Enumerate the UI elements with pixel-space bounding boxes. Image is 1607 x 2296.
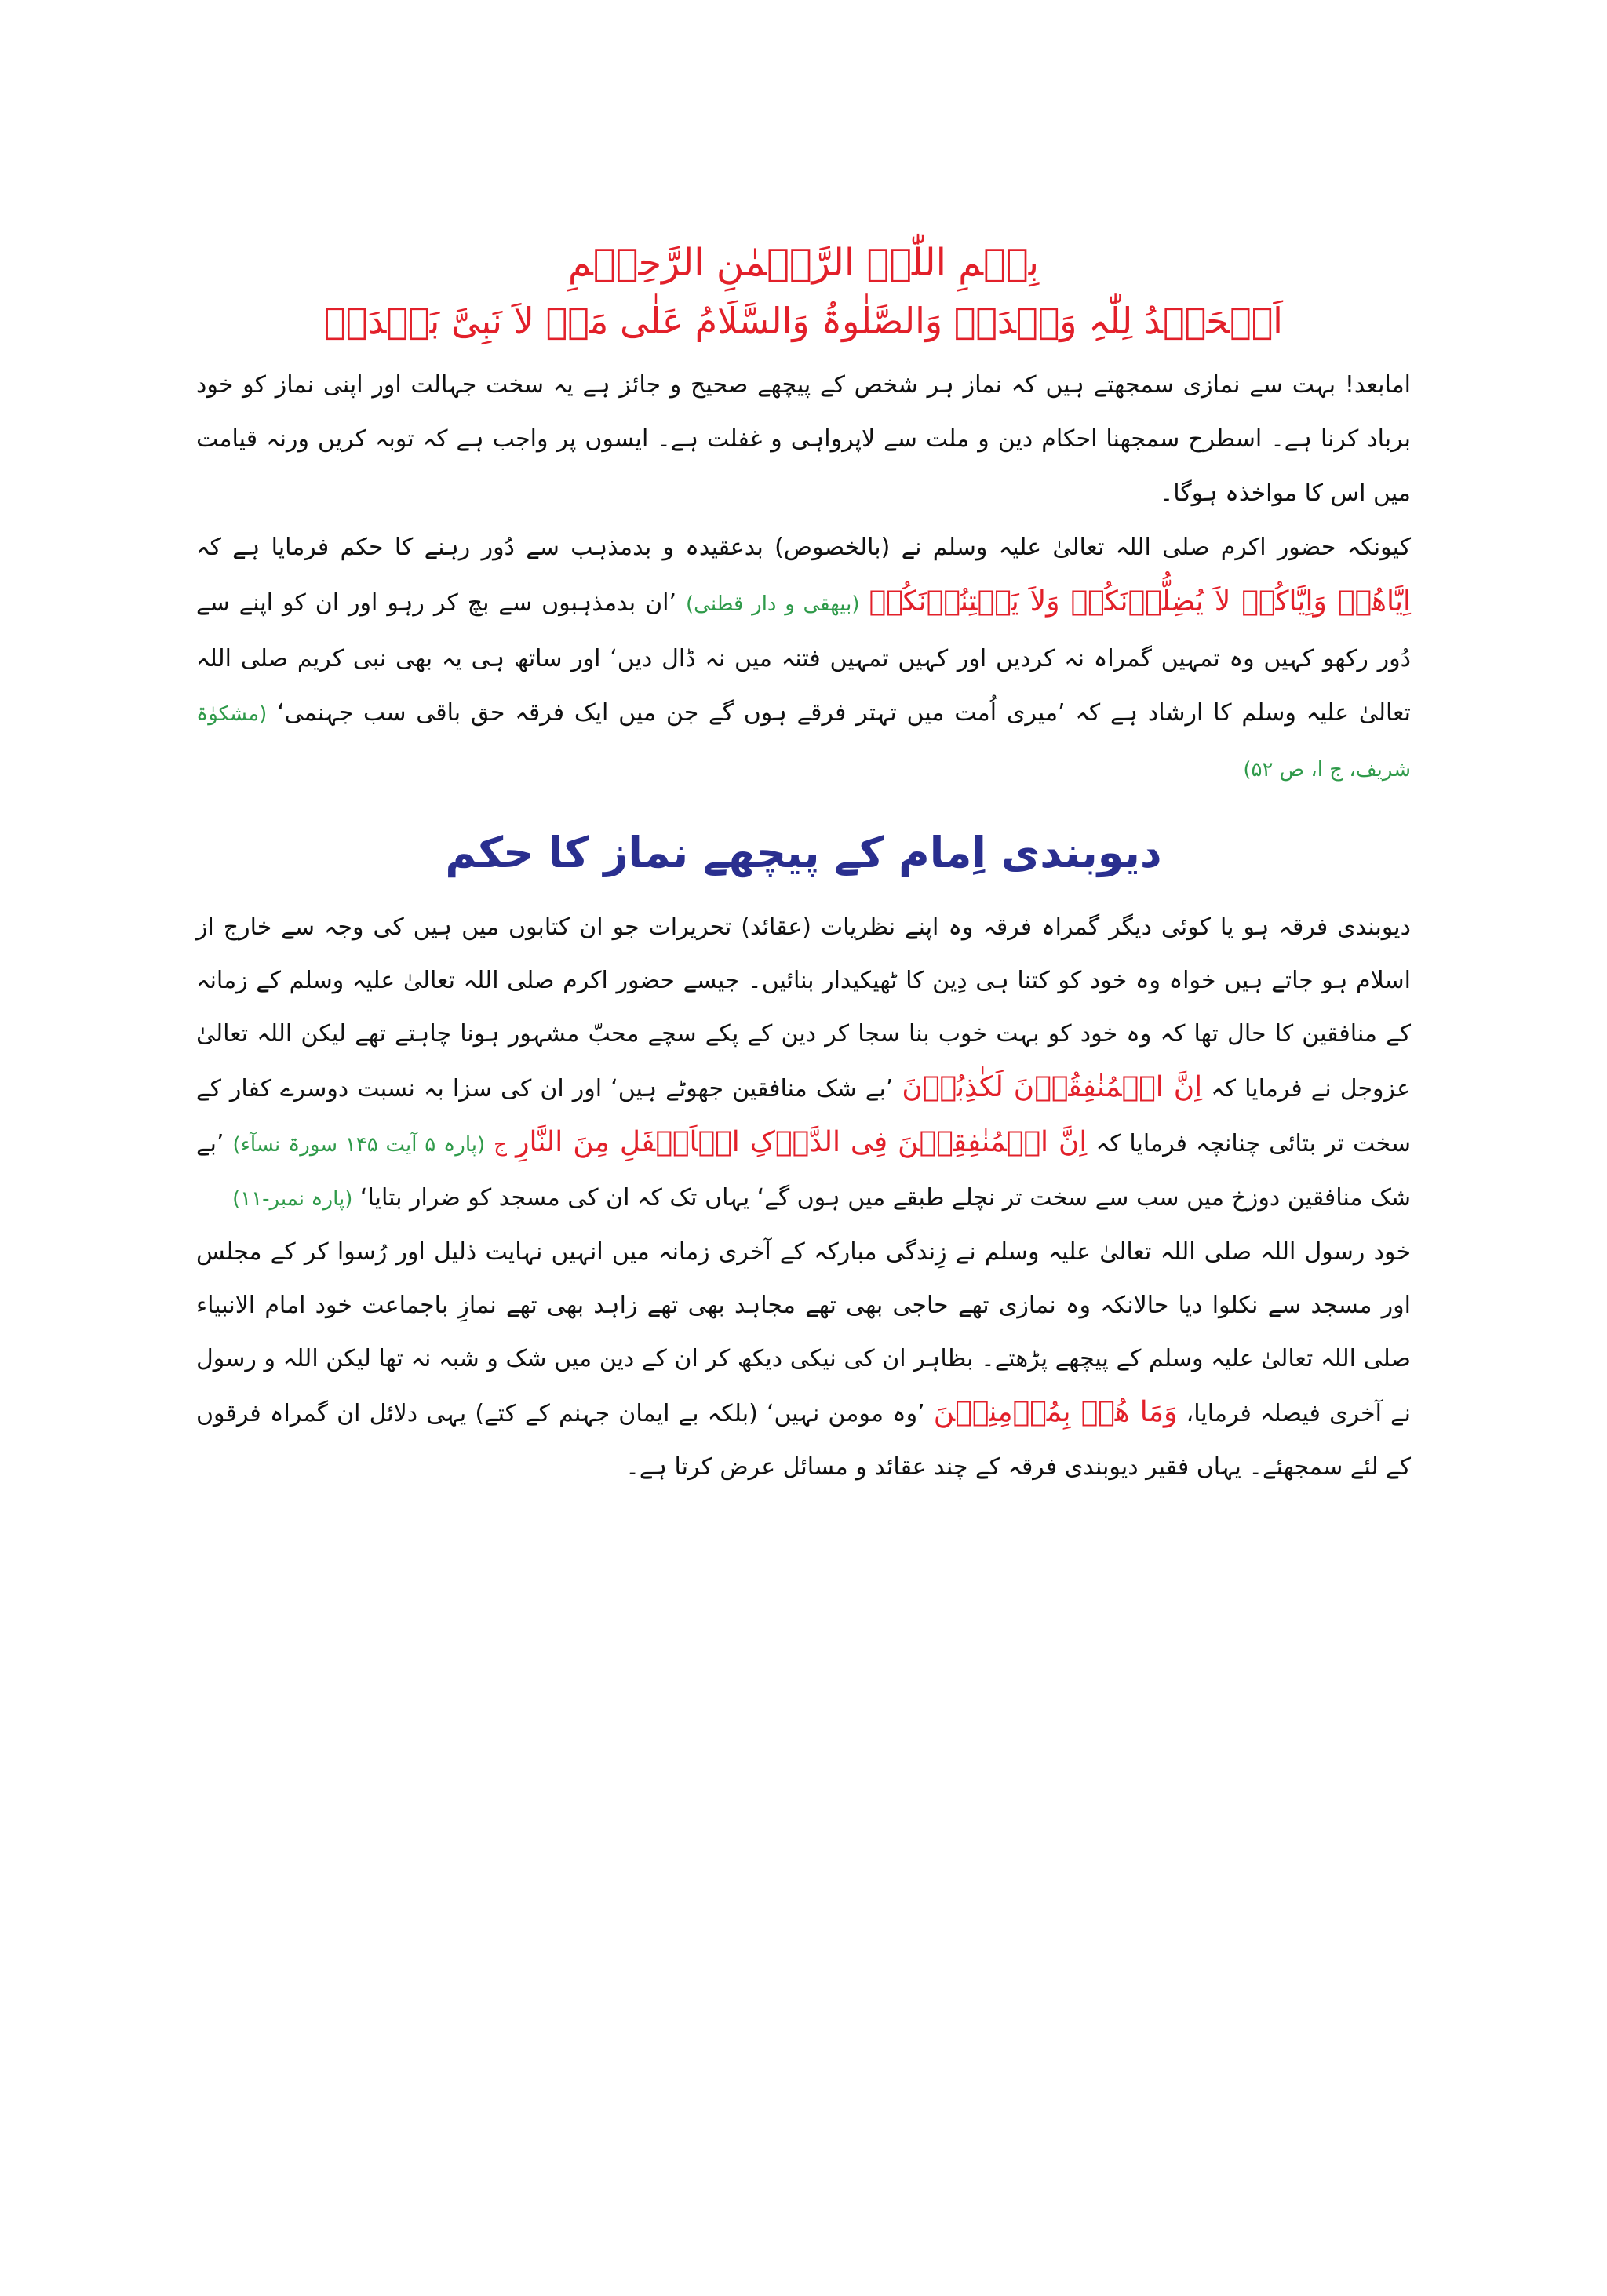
munafiqin-section [196,901,1411,1226]
hadith-arabic: اِیَّاھُمۡ وَاِیَّاکُمۡ لاَ یُضِلُّوۡنَکُمۡ وَلاَ یَفۡتِنُوۡنَکُمۡ [869,585,1411,618]
section-heading: دیوبندی اِمام کے پیچھے نماز کا حکم [445,828,1162,877]
intro-text-b: ’ان بدمذہبوں سے بچ کر رہو اور ان کو اپنے سے دُور رکھو کہیں وہ تمہیں گمراہ نہ کردیں اور کہیں تمہیں فتنہ میں نہ ڈال دیں‘ اور ساتھ ہی یہ بھی نبی کریم صلی اللہ تعالیٰ علیہ وسلم کا ارشاد ہے کہ ’میری اُمت میں تہتر فرقے ہوں گے جن میں ایک فرقہ حق باقی سب جہنمی‘ [196,589,1411,727]
closing-paragraph [196,1226,1411,1494]
intro-text-a: کیونکہ حضور اکرم صلی اللہ تعالیٰ علیہ وسلم نے (بالخصوص) بدعقیدہ و بدمذہب سے دُور رہنے کا حکم فرمایا ہے کہ [196,534,1411,561]
hamd-line: اَلۡحَمۡدُ لِلّٰہِ وَحۡدَہٗ وَالصَّلٰوۃُ وَالسَّلَامُ عَلٰی مَنۡ لاَ نَبِیَّ بَعۡدَہٗ [324,300,1283,342]
intro-paragraph-1: امابعد! بہت سے نمازی سمجھتے ہیں کہ نماز ہر شخص کے پیچھے صحیح و جائز ہے یہ سخت جہالت اور اپنی نماز کو خود برباد کرنا ہے۔ اسطرح سمجھنا احکام دین و ملت سے لاپرواہی و غفلت ہے۔ ایسوں پر واجب ہے کہ توبہ کریں ورنہ قیامت میں اس کا مواخذہ ہوگا۔ [196,371,1411,507]
munafiqin-paragraph [196,901,1411,1226]
ayah-arabic-2: اِنَّ الۡمُنٰفِقِیۡنَ فِی الدَّرۡکِ الۡاَسۡفَلِ مِنَ النَّارِ [516,1126,1088,1158]
intro-paragraph-2 [196,520,1411,797]
closing-text-a: خود رسول اللہ صلی اللہ تعالیٰ علیہ وسلم نے زِندگی مبارکہ کے آخری زمانہ میں انہیں نہایت ذلیل اور رُسوا کر کے مجلس اور مسجد سے نکلوا دیا حالانکہ وہ نمازی تھے حاجی بھی تھے مجاہد بھی تھے زاہد بھی تھے نمازِ باجماعت خود امام الانبیاء صلی اللہ تعالیٰ علیہ وسلم کے پیچھے پڑھتے۔ بظاہر ان کی نیکی دیکھ کر ان کے دین میں شک و شبہ نہ تھا لیکن اللہ و رسول نے آخری فیصلہ فرمایا، [196,1238,1411,1427]
ayah-arabic-1: اِنَّ الۡمُنٰفِقُوۡنَ لَکٰذِبُوۡنَ [902,1071,1203,1103]
hadith-reference: (بیھقی و دار قطنی) [686,592,860,616]
surah-reference: (پارہ ۵ آیت ۱۴۵ سورۃ نسآء) [232,1133,486,1157]
bismillah-line: بِسۡمِ اللّٰہِ الرَّحۡمٰنِ الرَّحِیۡمِ [567,241,1040,285]
document-content [196,235,1411,1494]
munafiqin-text-a: دیوبندی فرقہ ہو یا کوئی دیگر گمراہ فرقہ وہ اپنے نظریات (عقائد) تحریرات جو ان کتابوں میں ہیں کی وجہ سے خارج از اسلام ہو جاتے ہیں خواہ وہ خود کو کتنا ہی دِین کا ٹھیکیدار بنائیں۔ جیسے حضور اکرم صلی اللہ تعالیٰ علیہ وسلم کے زمانہ کے منافقین کا حال تھا کہ وہ خود کو بہت خوب بنا سجا کر دین کے پکے سچے محبّ مشہور ہونا چاہتے تھے لیکن اللہ تعالیٰ عزوجل نے فرمایا کہ [196,913,1411,1102]
para-reference: (پارہ نمبر-۱۱) [232,1187,353,1211]
intro-section [196,358,1411,797]
munafiqin-text-b: ’بے شک منافقین جھوٹے ہیں‘ اور ان کی سزا بہ نسبت دوسرے کفار کے سخت تر بتائی چنانچہ فرمایا کہ [196,1075,1411,1157]
mishkat-reference: (مشکوٰۃ شریف، ج ا، ص ۵۲) [196,702,1411,782]
waqf-mark: ج [494,1133,507,1157]
closing-text-b: ’وہ مومن نہیں‘ (بلکہ بے ایمان جہنم کے کتے) یہی دلائل ان گمراہ فرقوں کے لئے سمجھئے۔ یہاں فقیر دیوبندی فرقہ کے چند عقائد و مسائل عرض کرتا ہے۔ [196,1400,1411,1481]
munafiqin-text-c: ’بے شک منافقین دوزخ میں سب سے سخت تر نچلے طبقے میں ہوں گے‘ یہاں تک کہ ان کی مسجد کو ضرار بتایا‘ [196,1130,1411,1212]
ayah-arabic-3: وَمَا ھُمۡ بِمُؤۡمِنِیۡنَ [933,1396,1178,1428]
closing-section [196,1226,1411,1494]
